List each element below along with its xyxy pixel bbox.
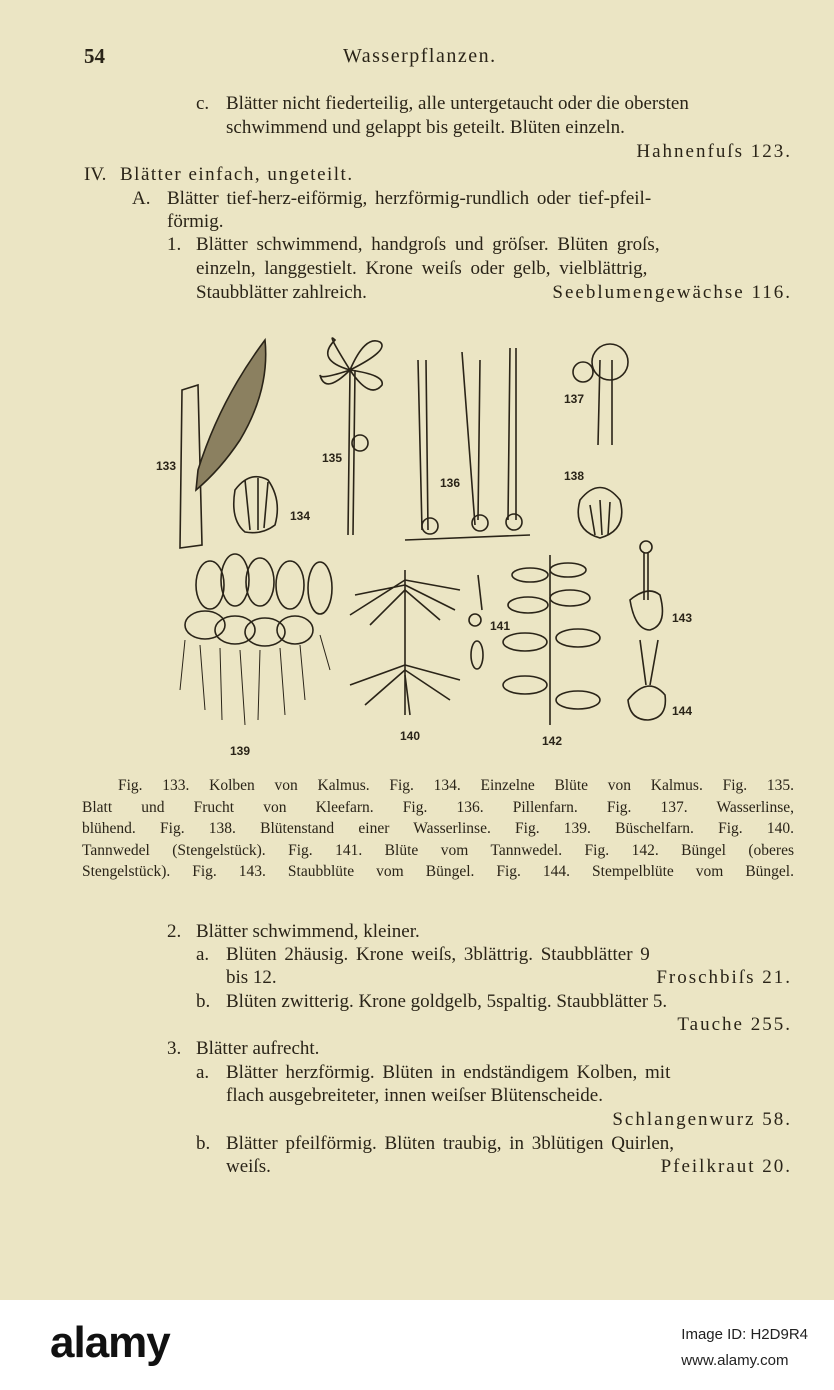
text-line: Staubblätter zahlreich. [196, 282, 367, 303]
text-line: Blätter tief-herz-eiförmig, herzförmig-rundlich oder tief-pfeil- [167, 188, 652, 209]
figure-138 [564, 469, 622, 538]
list-marker: 1. [167, 234, 182, 255]
figure-142 [503, 555, 600, 748]
figure-139 [180, 554, 332, 758]
species-reference: Seeblumengewächse 116. [552, 282, 792, 303]
text-line: Blüten 2häusig. Krone weiſs, 3blättrig. Staubblätter 9 [226, 944, 650, 965]
list-marker: IV. [84, 164, 107, 185]
text-line: weiſs. [226, 1156, 271, 1177]
text-line: einzeln, langgestielt. Krone weiſs oder gelb, vielblättrig, [196, 258, 648, 279]
caption-line: blühend. Fig. 138. Blütenstand einer Wasserlinse. Fig. 139. Büschelfarn. Fig. 140. [82, 820, 794, 837]
caption-line: Tannwedel (Stengelstück). Fig. 141. Blüte vom Tannwedel. Fig. 142. Büngel (oberes [82, 841, 794, 859]
figure-141 [469, 575, 510, 669]
figure-144 [628, 640, 692, 720]
figure-label: 143 [672, 611, 693, 625]
species-reference: Froschbiſs 21. [656, 967, 792, 988]
figure-label: 136 [440, 476, 461, 490]
alamy-logo: alamy [50, 1318, 170, 1367]
image-info [681, 1322, 808, 1374]
figure-label: 138 [564, 469, 585, 483]
caption-line: Blatt und Frucht von Kleefarn. Fig. 136. Pillenfarn. Fig. 137. Wasserlinse, [82, 798, 794, 816]
figure-137 [564, 344, 628, 445]
figure-label: 140 [400, 729, 421, 743]
list-marker: b. [196, 1133, 211, 1154]
caption-line: Fig. 133. Kolben von Kalmus. Fig. 134. Einzelne Blüte von Kalmus. Fig. 135. [118, 777, 794, 794]
site-url: www.alamy.com [681, 1352, 789, 1369]
section-heading: Blätter einfach, ungeteilt. [120, 164, 354, 185]
list-marker: 3. [167, 1038, 182, 1059]
list-marker: c. [196, 93, 210, 114]
text-line: Blätter pfeilförmig. Blüten traubig, in 3blütigen Quirlen, [226, 1133, 675, 1154]
text-line: Blätter schwimmend, handgroſs und gröſser. Blüten groſs, [196, 234, 660, 255]
list-marker: a. [196, 944, 210, 965]
figure-135 [320, 338, 382, 535]
figure-caption [82, 775, 794, 883]
species-reference: Hahnenfuſs 123. [636, 141, 792, 162]
text-line: bis 12. [226, 967, 277, 988]
figure-label: 137 [564, 392, 585, 406]
image-id: Image ID: H2D9R4 [681, 1326, 808, 1343]
species-reference: Schlangenwurz 58. [612, 1109, 792, 1130]
figure-label: 133 [156, 459, 177, 473]
figure-label: 139 [230, 744, 251, 758]
text-line: Blätter aufrecht. [196, 1038, 320, 1059]
figure-134 [234, 477, 311, 533]
text-line: Blätter nicht fiederteilig, alle untergetaucht oder die obersten [226, 93, 689, 114]
text-line: Blätter schwimmend, kleiner. [196, 921, 420, 942]
species-reference: Tauche 255. [677, 1014, 792, 1035]
list-marker: b. [196, 991, 211, 1012]
species-reference: Pfeilkraut 20. [660, 1156, 792, 1177]
text-line: flach ausgebreiteter, innen weiſser Blütenscheide. [226, 1085, 603, 1106]
figure-label: 141 [490, 619, 511, 633]
text-line: schwimmend und gelappt bis geteilt. Blüten einzeln. [226, 117, 625, 138]
figure-label: 135 [322, 451, 343, 465]
caption-line: Stengelstück). Fig. 143. Staubblüte vom Büngel. Fig. 144. Stempelblüte vom Büngel. [82, 863, 794, 880]
figure-136 [405, 348, 530, 540]
text-line: förmig. [167, 211, 224, 232]
figure-label: 134 [290, 509, 311, 523]
stock-footer [0, 1300, 834, 1390]
text-line: Blätter herzförmig. Blüten in endständigem Kolben, mit [226, 1062, 671, 1083]
list-marker: 2. [167, 921, 182, 942]
figure-label: 142 [542, 734, 563, 748]
list-marker: a. [196, 1062, 210, 1083]
running-title: Wasserpflanzen. [343, 45, 497, 67]
text-line: Blüten zwitterig. Krone goldgelb, 5spaltig. Staubblätter 5. [226, 991, 668, 1012]
figure-label: 144 [672, 704, 693, 718]
botanical-illustrations [150, 330, 710, 760]
list-marker: A. [132, 188, 151, 209]
figure-140 [350, 570, 460, 743]
figure-143 [630, 541, 692, 630]
page-number: 54 [84, 44, 105, 68]
